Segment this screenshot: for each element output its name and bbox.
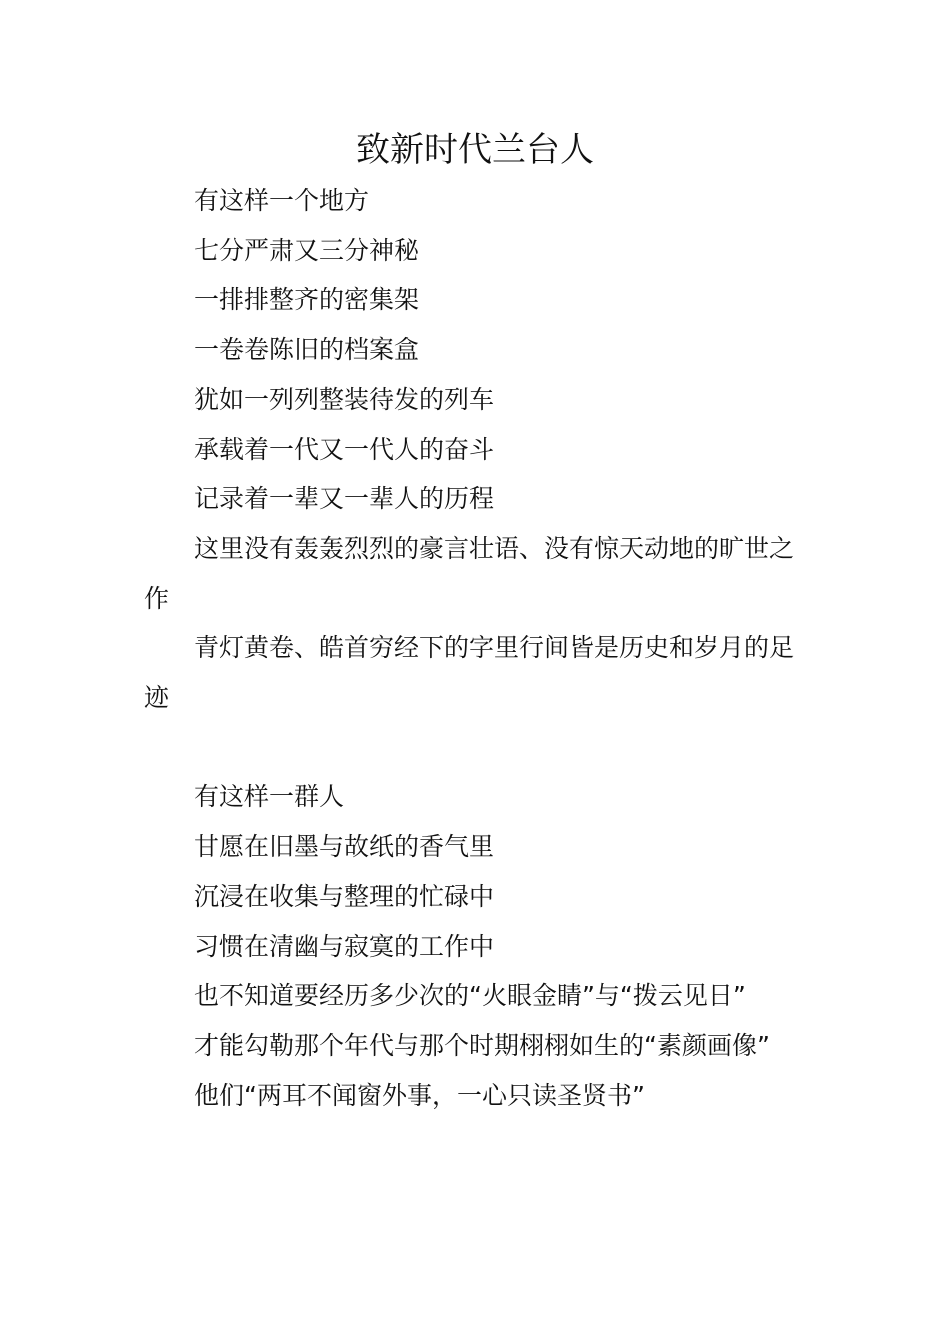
poem-line: 习惯在清幽与寂寞的工作中 xyxy=(194,931,495,961)
poem-line: 一排排整齐的密集架 xyxy=(194,285,420,315)
poem-line: 青灯黄卷、皓首穷经下的字里行间皆是历史和岁月的足迹 xyxy=(144,633,795,713)
document-title: 致新时代兰台人 xyxy=(356,130,594,170)
poem-line: 这里没有轰轰烈烈的豪言壮语、没有惊天动地的旷世之作 xyxy=(144,533,795,613)
poem-line: 承载着一代又一代人的奋斗 xyxy=(194,434,495,464)
poem-line: 甘愿在旧墨与故纸的香气里 xyxy=(194,832,495,862)
poem-line: 一卷卷陈旧的档案盒 xyxy=(194,335,420,365)
poem-line: 有这样一个地方 xyxy=(194,186,370,215)
poem-line: 也不知道要经历多少次的“火眼金睛”与“拨云见日” xyxy=(194,981,746,1011)
poem-line: 才能勾勒那个年代与那个时期栩栩如生的“素颜画像” xyxy=(194,1030,770,1060)
poem-line: 沉浸在收集与整理的忙碌中 xyxy=(194,881,495,911)
poem-body xyxy=(144,176,810,1120)
poem-line: 犹如一列列整装待发的列车 xyxy=(194,384,495,414)
poem-line: 七分严肃又三分神秘 xyxy=(194,235,420,265)
poem-line: 他们“两耳不闻窗外事，一心只读圣贤书” xyxy=(194,1080,645,1110)
stanza-break xyxy=(144,723,810,773)
poem-line: 有这样一群人 xyxy=(194,782,345,812)
poem-line: 记录着一辈又一辈人的历程 xyxy=(194,484,495,514)
